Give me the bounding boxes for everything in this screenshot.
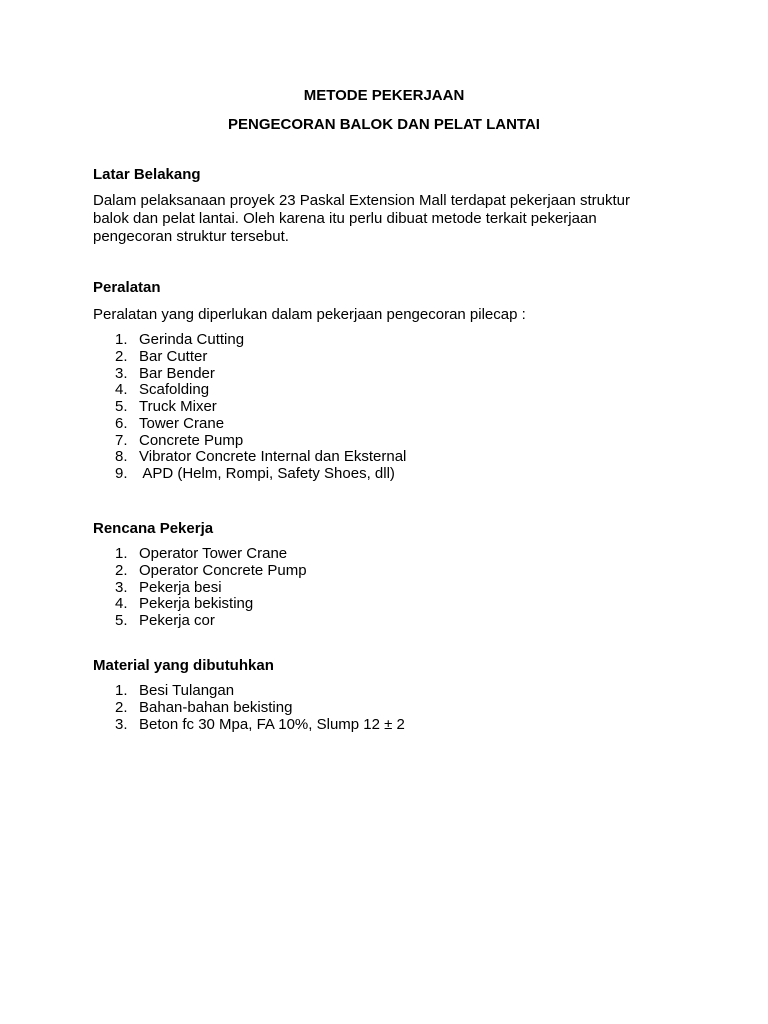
list-text: Besi Tulangan	[139, 682, 235, 699]
list-number: 6.	[115, 414, 128, 432]
list-text: Bar Cutter	[139, 347, 208, 365]
list-text: Pekerja bekisting	[139, 595, 254, 613]
list-number: 5.	[115, 398, 128, 415]
list-number: 4.	[115, 595, 128, 613]
list-number: 3.	[115, 364, 128, 382]
list-number: 2.	[115, 347, 128, 365]
document-title: METODE PEKERJAAN	[303, 87, 465, 104]
list-text: APD (Helm, Rompi, Safety Shoes, dll)	[139, 465, 395, 482]
paragraph-line: pengecoran struktur tersebut.	[93, 228, 289, 245]
list-text: Pekerja cor	[139, 612, 215, 629]
list-number: 1.	[115, 682, 128, 699]
list-number: 4.	[115, 381, 128, 399]
list-number: 3.	[115, 715, 128, 733]
list-number: 5.	[115, 612, 128, 629]
document-subtitle: PENGECORAN BALOK DAN PELAT LANTAI	[228, 116, 540, 133]
list-number: 2.	[115, 698, 128, 716]
list-text: Scafolding	[139, 381, 210, 399]
peralatan-intro: Peralatan yang diperlukan dalam pekerjaan pengecoran pilecap :	[93, 306, 526, 323]
list-number: 1.	[115, 331, 128, 348]
list-text: Vibrator Concrete Internal dan Eksternal	[139, 448, 407, 466]
list-number: 9.	[115, 465, 128, 482]
latar-belakang-paragraph	[93, 192, 693, 246]
paragraph-line: balok dan pelat lantai. Oleh karena itu perlu dibuat metode terkait pekerjaan	[93, 210, 597, 227]
list-text: Gerinda Cutting	[139, 331, 245, 348]
section-heading-peralatan: Peralatan	[93, 279, 161, 296]
list-number: 1.	[115, 545, 128, 562]
section-heading-material: Material yang dibutuhkan	[93, 657, 274, 674]
list-text: Concrete Pump	[139, 431, 244, 449]
section-heading-rencana-pekerja: Rencana Pekerja	[93, 520, 214, 537]
list-text: Bahan-bahan bekisting	[139, 698, 293, 716]
list-number: 2.	[115, 561, 128, 579]
list-number: 7.	[115, 431, 128, 449]
list-number: 8.	[115, 448, 128, 466]
list-text: Truck Mixer	[139, 398, 217, 415]
list-number: 3.	[115, 578, 128, 596]
paragraph-line: Dalam pelaksanaan proyek 23 Paskal Extension Mall terdapat pekerjaan struktur	[93, 192, 630, 209]
list-text: Operator Tower Crane	[139, 545, 288, 562]
list-text: Operator Concrete Pump	[139, 561, 307, 579]
list-text: Beton fc 30 Mpa, FA 10%, Slump 12 ± 2	[139, 715, 405, 733]
list-text: Bar Bender	[139, 364, 215, 382]
section-heading-latar-belakang: Latar Belakang	[93, 166, 201, 183]
list-text: Tower Crane	[139, 414, 225, 432]
list-text: Pekerja besi	[139, 578, 222, 596]
